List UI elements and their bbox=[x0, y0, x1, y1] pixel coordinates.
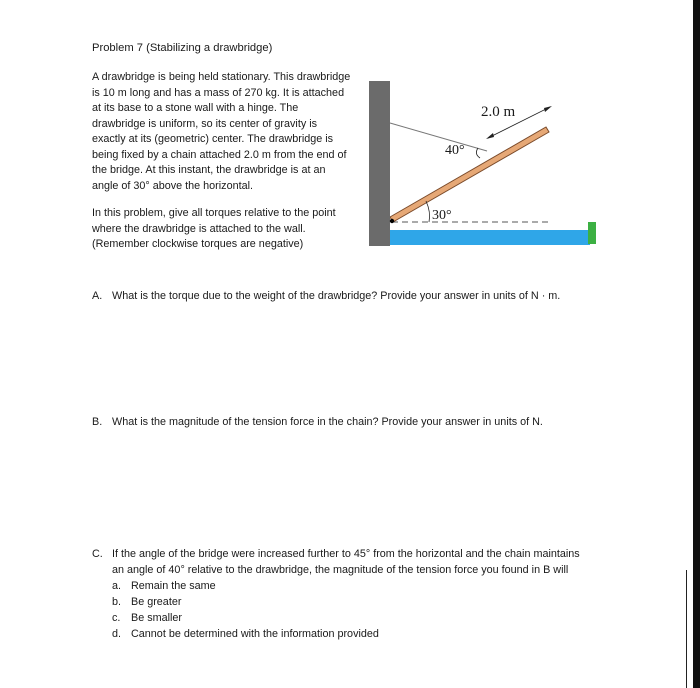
bridge-angle-arc bbox=[426, 201, 430, 222]
page-edge-line bbox=[686, 570, 687, 688]
note-line: (Remember clockwise torques are negative) bbox=[92, 238, 304, 250]
dimension-arrowhead bbox=[486, 133, 494, 139]
drawbridge-diagram bbox=[368, 75, 608, 255]
answer-option bbox=[92, 578, 612, 594]
intro-line: is 10 m long and has a mass of 270 kg. It is attached bbox=[92, 86, 345, 99]
answer-option bbox=[92, 626, 612, 642]
question-a-number: A. bbox=[92, 290, 103, 302]
option-letter: a. bbox=[112, 580, 122, 592]
stone-wall bbox=[369, 81, 390, 246]
option-text: Remain the same bbox=[131, 580, 216, 592]
question-c-line2: an angle of 40° relative to the drawbridge, the magnitude of the tension force you found in B will bbox=[112, 564, 569, 576]
note-line: In this problem, give all torques relative to the point bbox=[92, 207, 336, 219]
problem-title: Problem 7 (Stabilizing a drawbridge) bbox=[92, 42, 273, 54]
problem-intro bbox=[92, 70, 367, 194]
note-line: where the drawbridge is attached to the wall. bbox=[92, 222, 306, 235]
question-a bbox=[92, 290, 560, 302]
option-letter: d. bbox=[112, 628, 122, 640]
dimension-arrowhead bbox=[544, 106, 552, 112]
chain bbox=[390, 123, 487, 151]
bridge-angle-label: 30° bbox=[432, 208, 452, 223]
option-text: Cannot be determined with the information provided bbox=[131, 628, 379, 640]
green-post bbox=[588, 222, 596, 244]
question-a-text: What is the torque due to the weight of the drawbridge? Provide your answer in units of N · m. bbox=[112, 290, 561, 302]
question-c bbox=[92, 546, 612, 642]
scrollbar-edge bbox=[693, 0, 700, 688]
intro-line: drawbridge is uniform, so its center of gravity is bbox=[92, 117, 318, 130]
torque-note bbox=[92, 206, 362, 253]
intro-line: exactly at its (geometric) center. The drawbridge is bbox=[92, 133, 334, 145]
option-text: Be greater bbox=[131, 596, 182, 608]
question-b-text: What is the magnitude of the tension force in the chain? Provide your answer in units of N. bbox=[112, 416, 543, 428]
intro-line: A drawbridge is being held stationary. This drawbridge bbox=[92, 71, 351, 83]
question-b bbox=[92, 416, 543, 428]
question-c-number: C. bbox=[92, 548, 103, 560]
intro-line: at its base to a stone wall with a hinge. The bbox=[92, 102, 299, 114]
intro-line: being fixed by a chain attached 2.0 m from the end of bbox=[92, 148, 347, 161]
option-text: Be smaller bbox=[131, 612, 183, 624]
hinge bbox=[390, 219, 394, 223]
option-letter: b. bbox=[112, 596, 122, 608]
intro-line: the bridge. At this instant, the drawbridge is at an bbox=[92, 164, 326, 176]
answer-options bbox=[92, 578, 612, 642]
question-c-line1: If the angle of the bridge were increased further to 45° from the horizontal and the chain maintains bbox=[112, 548, 580, 560]
answer-option bbox=[92, 594, 612, 610]
chain-angle-label: 40° bbox=[445, 143, 465, 158]
water bbox=[390, 230, 590, 245]
drawbridge bbox=[390, 127, 549, 222]
question-b-number: B. bbox=[92, 416, 103, 428]
chain-angle-arc bbox=[476, 148, 480, 158]
intro-line: angle of 30° above the horizontal. bbox=[92, 179, 253, 192]
option-letter: c. bbox=[112, 612, 121, 624]
chain-length-label: 2.0 m bbox=[481, 104, 516, 120]
answer-option bbox=[92, 610, 612, 626]
